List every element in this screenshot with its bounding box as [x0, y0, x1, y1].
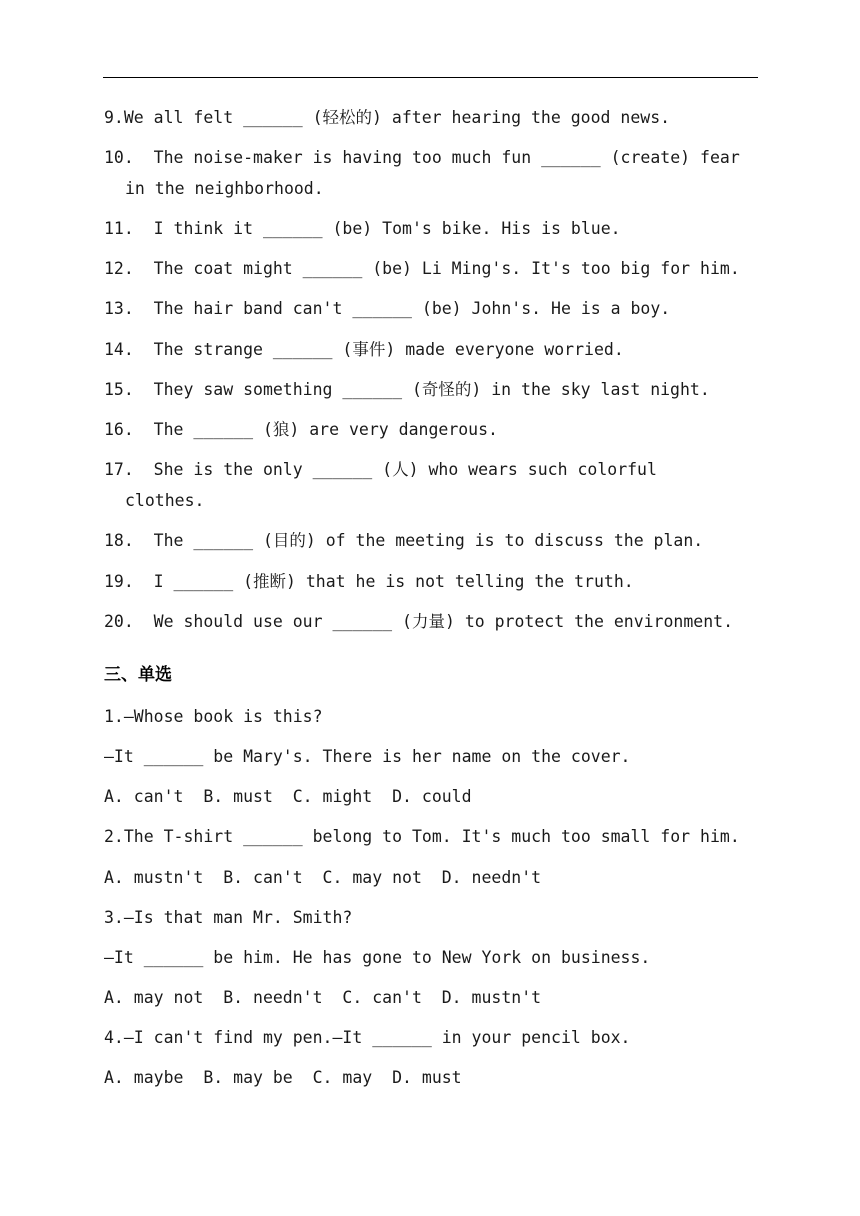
question-12: 12. The coat might ______ (be) Li Ming's. It's too big for him. — [104, 259, 740, 278]
mc-question-2-options: A. mustn't B. can't C. may not D. needn't — [104, 868, 542, 887]
mc-question-3: 3.—Is that man Mr. Smith? — [104, 908, 353, 927]
question-18: 18. The ______ (目的) of the meeting is to discuss the plan. — [104, 531, 704, 550]
question-17-continued: clothes. — [125, 491, 205, 510]
mc-question-4: 4.—I can't find my pen.—It ______ in your pencil box. — [104, 1028, 631, 1047]
mc-question-1-dialogue: —It ______ be Mary's. There is her name on the cover. — [104, 747, 631, 766]
question-9: 9.We all felt ______ (轻松的) after hearing the good news. — [104, 108, 671, 127]
section-heading: 三、单选 — [104, 665, 172, 685]
mc-question-1-options: A. can't B. must C. might D. could — [104, 787, 472, 806]
question-19: 19. I ______ (推断) that he is not telling the truth. — [104, 572, 634, 591]
question-13: 13. The hair band can't ______ (be) John's. He is a boy. — [104, 299, 671, 318]
question-17: 17. She is the only ______ (人) who wears such colorful — [104, 460, 657, 479]
mc-question-3-options: A. may not B. needn't C. can't D. mustn't — [104, 988, 542, 1007]
question-14: 14. The strange ______ (事件) made everyone worried. — [104, 340, 624, 359]
question-16: 16. The ______ (狼) are very dangerous. — [104, 420, 498, 439]
question-15: 15. They saw something ______ (奇怪的) in the sky last night. — [104, 380, 710, 399]
question-11: 11. I think it ______ (be) Tom's bike. His is blue. — [104, 219, 621, 238]
mc-question-3-dialogue: —It ______ be him. He has gone to New York on business. — [104, 948, 651, 967]
mc-question-4-options: A. maybe B. may be C. may D. must — [104, 1068, 462, 1087]
header-rule — [103, 77, 758, 78]
mc-question-1: 1.—Whose book is this? — [104, 707, 323, 726]
question-10: 10. The noise-maker is having too much fun ______ (create) fear — [104, 148, 740, 167]
question-20: 20. We should use our ______ (力量) to protect the environment. — [104, 612, 734, 631]
question-10-continued: in the neighborhood. — [125, 179, 324, 198]
mc-question-2: 2.The T-shirt ______ belong to Tom. It's much too small for him. — [104, 827, 740, 846]
